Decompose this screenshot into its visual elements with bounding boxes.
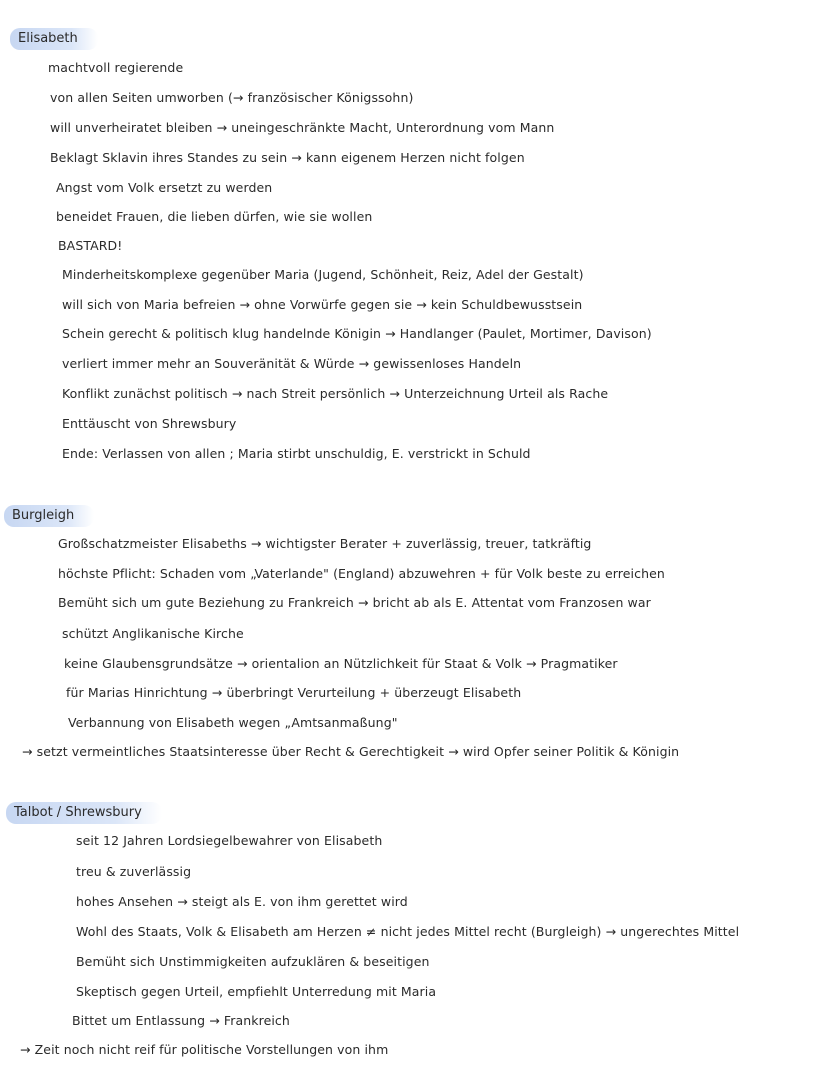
section-heading-talbot: Talbot / Shrewsbury [6, 802, 162, 824]
note-line: beneidet Frauen, die lieben dürfen, wie sie wollen [56, 209, 373, 224]
note-line: höchste Pflicht: Schaden vom „Vaterlande" (England) abzuwehren + für Volk beste zu erreichen [58, 566, 665, 581]
note-line: → Zeit noch nicht reif für politische Vorstellungen von ihm [20, 1042, 389, 1057]
note-line: Bemüht sich Unstimmigkeiten aufzuklären & beseitigen [76, 954, 430, 969]
note-line: Bittet um Entlassung → Frankreich [72, 1013, 290, 1028]
note-line: Schein gerecht & politisch klug handelnde Königin → Handlanger (Paulet, Mortimer, Davison) [62, 326, 652, 341]
note-line: → setzt vermeintliches Staatsinteresse über Recht & Gerechtigkeit → wird Opfer seiner Politik & Königin [22, 744, 680, 759]
note-line: Angst vom Volk ersetzt zu werden [56, 180, 273, 195]
note-line: Skeptisch gegen Urteil, empfiehlt Unterredung mit Maria [76, 984, 437, 999]
note-line: keine Glaubensgrundsätze → orientalion an Nützlichkeit für Staat & Volk → Pragmatiker [64, 656, 618, 671]
section-heading-elisabeth: Elisabeth [10, 28, 98, 50]
note-line: hohes Ansehen → steigt als E. von ihm gerettet wird [76, 894, 408, 909]
note-line: verliert immer mehr an Souveränität & Würde → gewissenloses Handeln [62, 356, 522, 371]
section-heading-burgleigh: Burgleigh [4, 505, 94, 527]
note-line: Minderheitskomplexe gegenüber Maria (Jugend, Schönheit, Reiz, Adel der Gestalt) [62, 267, 584, 282]
note-line: Konflikt zunächst politisch → nach Streit persönlich → Unterzeichnung Urteil als Rache [62, 386, 609, 401]
note-line: Enttäuscht von Shrewsbury [62, 416, 237, 431]
note-line: von allen Seiten umworben (→ französischer Königssohn) [50, 90, 414, 105]
note-line: Großschatzmeister Elisabeths → wichtigster Berater + zuverlässig, treuer, tatkräftig [58, 536, 592, 551]
note-line: machtvoll regierende [48, 60, 184, 75]
note-line: BASTARD! [58, 238, 123, 253]
note-line: will unverheiratet bleiben → uneingeschränkte Macht, Unterordnung vom Mann [50, 120, 555, 135]
note-line: seit 12 Jahren Lordsiegelbewahrer von Elisabeth [76, 833, 383, 848]
note-line: Bemüht sich um gute Beziehung zu Frankreich → bricht ab als E. Attentat vom Franzosen war [58, 595, 651, 610]
note-line: Verbannung von Elisabeth wegen „Amtsanmaßung" [68, 715, 398, 730]
note-line: treu & zuverlässig [76, 864, 192, 879]
note-line: Beklagt Sklavin ihres Standes zu sein → kann eigenem Herzen nicht folgen [50, 150, 525, 165]
note-line: will sich von Maria befreien → ohne Vorwürfe gegen sie → kein Schuldbewusstsein [62, 297, 583, 312]
note-line: Ende: Verlassen von allen ; Maria stirbt unschuldig, E. verstrickt in Schuld [62, 446, 531, 461]
note-line: Wohl des Staats, Volk & Elisabeth am Herzen ≠ nicht jedes Mittel recht (Burgleigh) → ungerechtes Mittel [76, 924, 740, 939]
note-line: für Marias Hinrichtung → überbringt Verurteilung + überzeugt Elisabeth [66, 685, 522, 700]
note-line: schützt Anglikanische Kirche [62, 626, 244, 641]
